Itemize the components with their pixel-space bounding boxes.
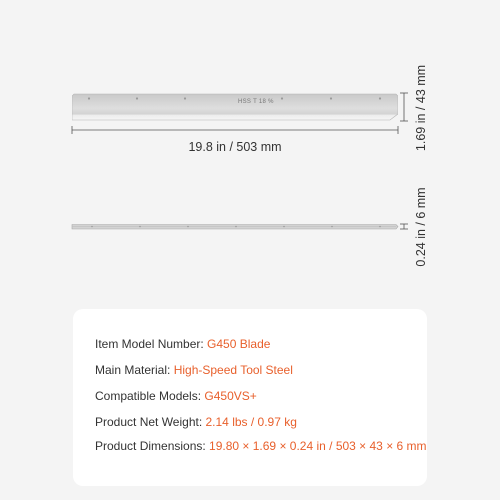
spec-value: 19.80 × 1.69 × 0.24 in / 503 × 43 × 6 mm bbox=[209, 439, 427, 453]
spec-value: G450 Blade bbox=[207, 337, 271, 351]
blade-side-view bbox=[72, 225, 398, 230]
spec-value: 2.14 lbs / 0.97 kg bbox=[205, 415, 297, 429]
height-label: 1.69 in / 43 mm bbox=[414, 64, 428, 152]
spec-card bbox=[73, 309, 427, 486]
spec-dimensions bbox=[95, 439, 427, 453]
spec-label: Compatible Models: bbox=[95, 389, 205, 403]
spec-model bbox=[95, 337, 270, 351]
spec-value: G450VS+ bbox=[204, 389, 257, 403]
spec-label: Product Net Weight: bbox=[95, 415, 206, 429]
spec-label: Item Model Number: bbox=[95, 337, 208, 351]
spec-value: High-Speed Tool Steel bbox=[173, 363, 293, 377]
spec-weight bbox=[95, 415, 297, 429]
thickness-label: 0.24 in / 6 mm bbox=[414, 187, 428, 267]
blade-marking: HSS T 18 % bbox=[238, 99, 274, 105]
spec-material bbox=[95, 363, 293, 377]
spec-label: Product Dimensions: bbox=[95, 439, 210, 453]
spec-label: Main Material: bbox=[95, 363, 174, 377]
length-label: 19.8 in / 503 mm bbox=[188, 140, 282, 154]
spec-compatible bbox=[95, 389, 257, 403]
